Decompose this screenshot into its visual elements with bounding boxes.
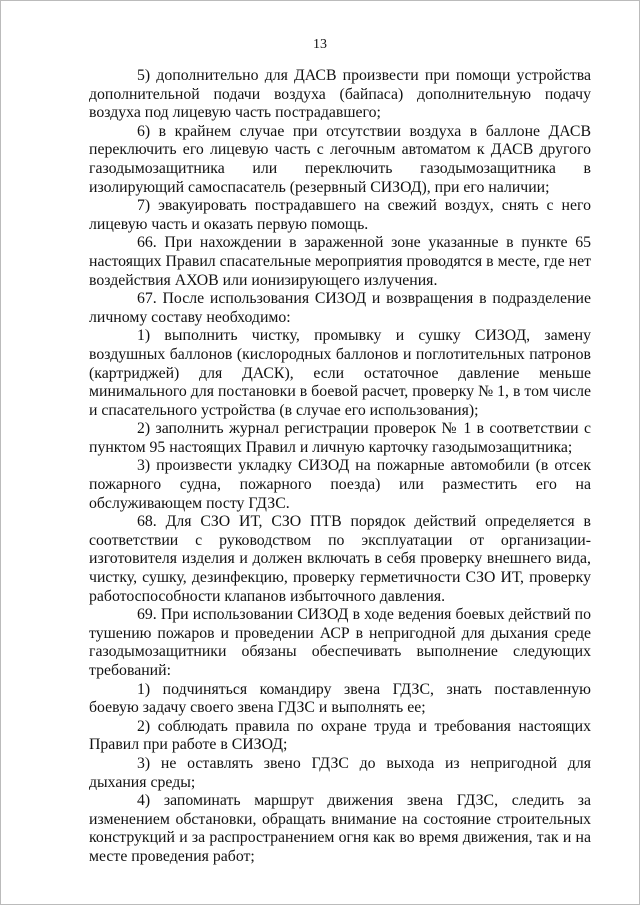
page-number: 13 <box>313 37 327 52</box>
paragraph: 68. Для СЗО ИТ, СЗО ПТВ порядок действий определяется в соответствии с руководством по эксплуатации от организации-изготовителя изделия и должен включать в себя проверку внешнего вида, чистку, сушку, дезинфекцию, проверку герметичности СЗО ИТ, проверку работоспособности клапанов избыточного давления. <box>89 513 591 605</box>
paragraph: 69. При использовании СИЗОД в ходе ведения боевых действий по тушению пожаров и проведении АСР в непригодной для дыхания среде газодымозащитники обязаны обеспечивать выполнение следующих требований: <box>89 606 591 679</box>
paragraph: 2) соблюдать правила по охране труда и требования настоящих Правил при работе в СИЗОД; <box>89 717 591 754</box>
paragraph: 1) выполнить чистку, промывку и сушку СИЗОД, замену воздушных баллонов (кислородных баллонов и поглотительных патронов (картриджей) для ДАСК), если остаточное давление меньше минимального для постановки в боевой расчет, проверку № 1, в том числе и спасательного устройства (в случае его использования); <box>89 327 591 419</box>
paragraph: 3) не оставлять звено ГДЗС до выхода из непригодной для дыхания среды; <box>89 754 591 791</box>
document-body <box>89 67 591 867</box>
paragraph: 3) произвести укладку СИЗОД на пожарные автомобили (в отсек пожарного судна, пожарного поезда) или разместить его на обслуживающем посту ГДЗС. <box>89 457 591 512</box>
paragraph: 6) в крайнем случае при отсутствии воздуха в баллоне ДАСВ переключить его лицевую часть с легочным автоматом к ДАСВ другого газодымозащитника или переключить газодымозащитника в изолирующий самоспасатель (резервный СИЗОД), при его наличии; <box>89 122 591 196</box>
paragraph: 66. При нахождении в зараженной зоне указанные в пункте 65 настоящих Правил спасательные мероприятия проводятся в месте, где нет воздействия АХОВ или ионизирующего излучения. <box>89 234 591 289</box>
paragraph: 2) заполнить журнал регистрации проверок № 1 в соответствии с пунктом 95 настоящих Правил и личную карточку газодымозащитника; <box>89 420 591 456</box>
paragraph: 1) подчиняться командиру звена ГДЗС, знать поставленную боевую задачу своего звена ГДЗС и выполнять ее; <box>89 680 591 717</box>
paragraph: 4) запоминать маршрут движения звена ГДЗС, следить за изменением обстановки, обращать внимание на состояние строительных конструкций и за распространением огня как во время движения, так и на месте проведения работ; <box>89 792 591 865</box>
paragraph: 7) эвакуировать пострадавшего на свежий воздух, снять с него лицевую часть и оказать первую помощь. <box>89 197 591 233</box>
paragraph: 67. После использования СИЗОД и возвращения в подразделение личному составу необходимо: <box>89 290 591 326</box>
paragraph: 5) дополнительно для ДАСВ произвести при помощи устройства дополнительной подачи воздуха (байпаса) дополнительную подачу воздуха под лицевую часть пострадавшего; <box>89 67 591 122</box>
